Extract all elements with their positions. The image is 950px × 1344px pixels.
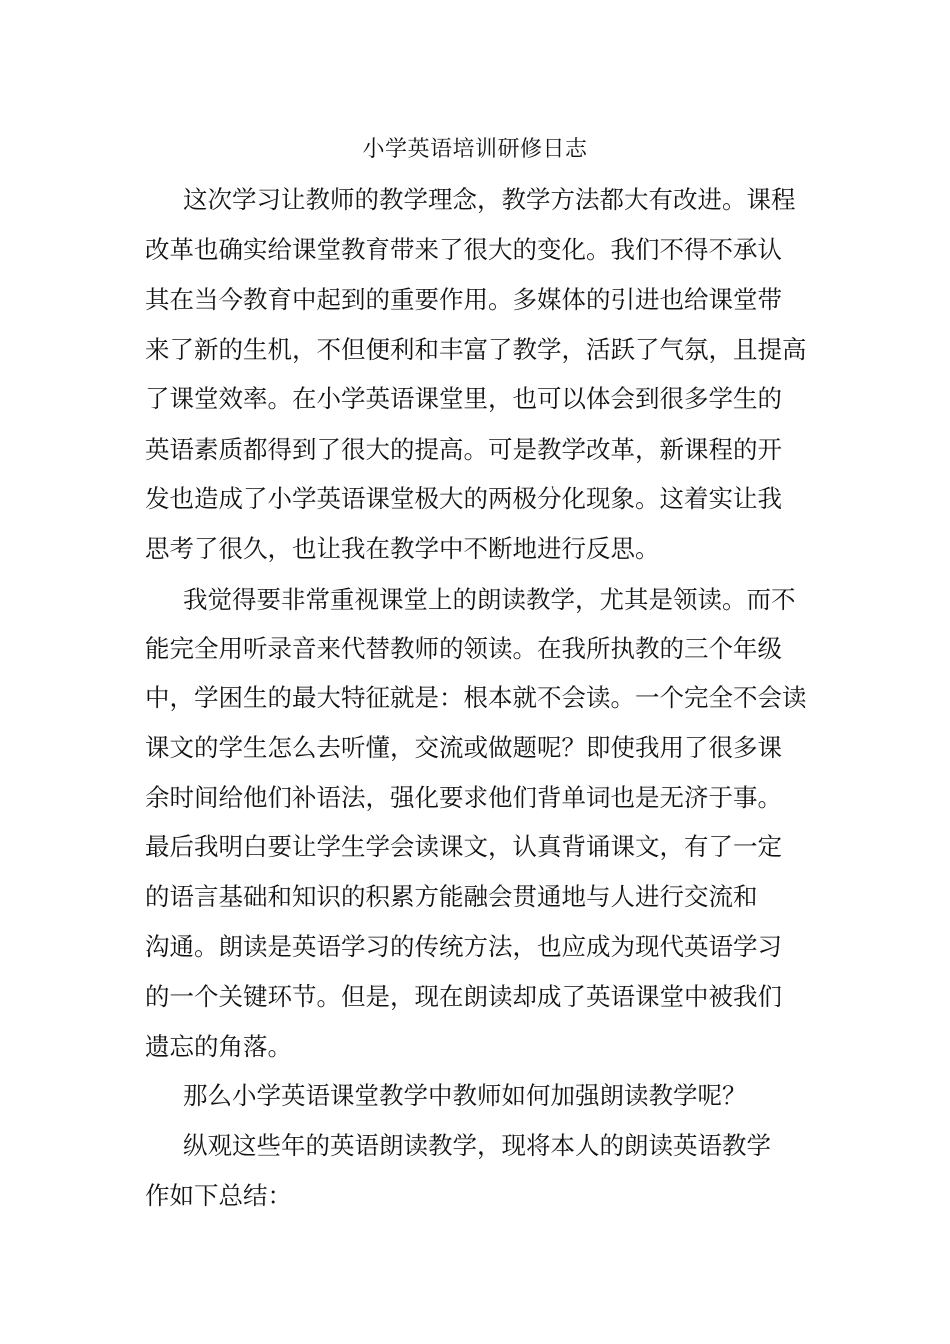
paragraph-line: 发也造成了小学英语课堂极大的两极分化现象。这着实让我 — [145, 484, 782, 513]
paragraph-line: 我觉得要非常重视课堂上的朗读教学，尤其是领读。而不 — [183, 585, 796, 614]
paragraph-line: 遗忘的角落。 — [145, 1032, 292, 1061]
paragraph-line: 来了新的生机，不但便利和丰富了教学，活跃了气氛，且提高 — [145, 335, 807, 364]
paragraph-line: 改革也确实给课堂教育带来了很大的变化。我们不得不承认 — [145, 235, 782, 264]
paragraph-line: 沟通。朗读是英语学习的传统方法，也应成为现代英语学习 — [145, 932, 782, 961]
paragraph-line: 能完全用听录音来代替教师的领读。在我所执教的三个年级 — [145, 634, 782, 663]
paragraph-line: 课文的学生怎么去听懂，交流或做题呢？即使我用了很多课 — [145, 733, 782, 762]
paragraph-line: 的一个关键环节。但是，现在朗读却成了英语课堂中被我们 — [145, 982, 782, 1011]
paragraph-line: 思考了很久，也让我在教学中不断地进行反思。 — [145, 534, 660, 563]
paragraph-line: 作如下总结： — [145, 1181, 292, 1210]
paragraph-line: 最后我明白要让学生学会读课文，认真背诵课文，有了一定 — [145, 832, 782, 861]
paragraph-line: 了课堂效率。在小学英语课堂里，也可以体会到很多学生的 — [145, 384, 782, 413]
paragraph-line: 中，学困生的最大特征就是：根本就不会读。一个完全不会读 — [145, 683, 807, 712]
paragraph-line: 余时间给他们补语法，强化要求他们背单词也是无济于事。 — [145, 783, 782, 812]
paragraph-line: 其在当今教育中起到的重要作用。多媒体的引进也给课堂带 — [145, 285, 782, 314]
paragraph-line: 纵观这些年的英语朗读教学，现将本人的朗读英语教学 — [183, 1131, 771, 1160]
document-title: 小学英语培训研修日志 — [362, 137, 588, 162]
paragraph-line: 英语素质都得到了很大的提高。可是教学改革，新课程的开 — [145, 435, 782, 464]
paragraph-line: 那么小学英语课堂教学中教师如何加强朗读教学呢？ — [183, 1081, 747, 1110]
paragraph-line: 的语言基础和知识的积累方能融会贯通地与人进行交流和 — [145, 882, 758, 911]
paragraph-line: 这次学习让教师的教学理念，教学方法都大有改进。课程 — [183, 185, 796, 214]
